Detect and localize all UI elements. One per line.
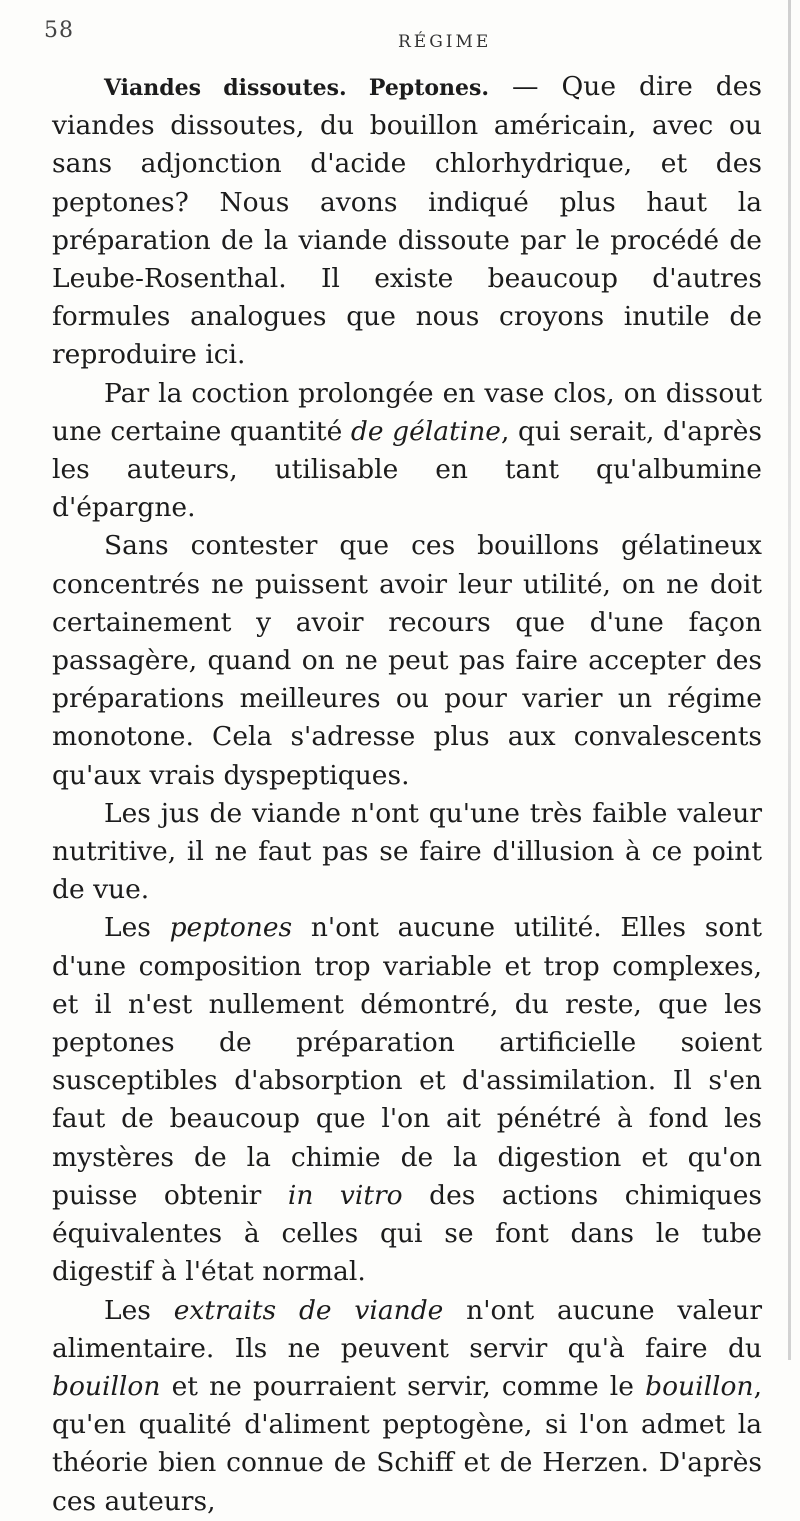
italic-term: de gélatine — [350, 415, 501, 447]
page-number: 58 — [44, 18, 74, 43]
italic-term: extraits de viande — [173, 1294, 444, 1326]
page-edge — [788, 0, 791, 1360]
italic-term: peptones — [169, 912, 293, 944]
paragraph-text: , qu'en qualité d'aliment peptogène, si l'on admet la théorie bien connue de Schiff et de Herzen. D'après ces auteurs, — [52, 1370, 762, 1517]
paragraph-text: , qui serait, d'après les auteurs, utilisable en tant qu'albumine d'épargne. — [52, 415, 762, 524]
paragraph-text: et ne pourraient servir, comme le — [160, 1370, 646, 1402]
paragraph-text: n'ont aucune utilité. Elles sont d'une composition trop variable et trop complexes, et il n'est nullement démontré, du reste, que les peptones de préparation artificielle soient susceptibles d'absorption et d'assimilation. Il s'en faut de beaucoup que l'on ait pénétré à fond les mystères de la chimie de la digestion et qu'on puisse obtenir — [52, 912, 762, 1211]
paragraph-text: Les — [104, 912, 170, 944]
paragraph-text: — Que dire des viandes dissoutes, du bouillon américain, avec ou sans adjonction d'acide chlorhydrique, et des peptones? Nous avons indiqué plus haut la préparation de la viande dissoute par le procédé de Leube-Rosenthal. Il existe beaucoup d'autres formules analogues que nous croyons inutile de reproduire ici. — [52, 71, 762, 371]
italic-term: bouillon — [645, 1370, 754, 1402]
paragraph-viandes-dissoutes — [52, 68, 762, 375]
paragraph-text: Sans contester que ces bouillons gélatineux concentrés ne puissent avoir leur utilité, on ne doit certainement y avoir recours que d'une façon passagère, quand on ne peut pas faire accepter des préparations meilleures ou pour varier un régime monotone. Cela s'adresse plus aux convalescents qu'aux vrais dyspeptiques. — [52, 530, 762, 791]
italic-term: in vitro — [287, 1179, 403, 1211]
paragraph-text: Les jus de viande n'ont qu'une très faible valeur nutritive, il ne faut pas se faire d'illusion à ce point de vue. — [52, 797, 762, 906]
paragraph-text: Les — [104, 1294, 174, 1326]
paragraph-gelatine — [52, 375, 762, 528]
body-text — [52, 68, 762, 1521]
paragraph-text: des actions chimiques équivalentes à celles qui se font dans le tube digestif à l'état normal. — [52, 1179, 763, 1288]
paragraph-jus-de-viande — [52, 795, 762, 910]
italic-term: bouillon — [52, 1370, 161, 1402]
paragraph-peptones — [52, 909, 762, 1291]
paragraph-bouillons — [52, 527, 762, 794]
section-lead: Viandes dissoutes. Peptones. — [104, 75, 490, 101]
paragraph-text: Par la coction prolongée en vase clos, on dissout une certaine quantité — [52, 377, 762, 447]
paragraph-text: n'ont aucune valeur alimentaire. Ils ne peuvent servir qu'à faire du — [52, 1294, 762, 1364]
running-head: RÉGIME — [398, 32, 492, 52]
paragraph-extraits — [52, 1292, 762, 1521]
